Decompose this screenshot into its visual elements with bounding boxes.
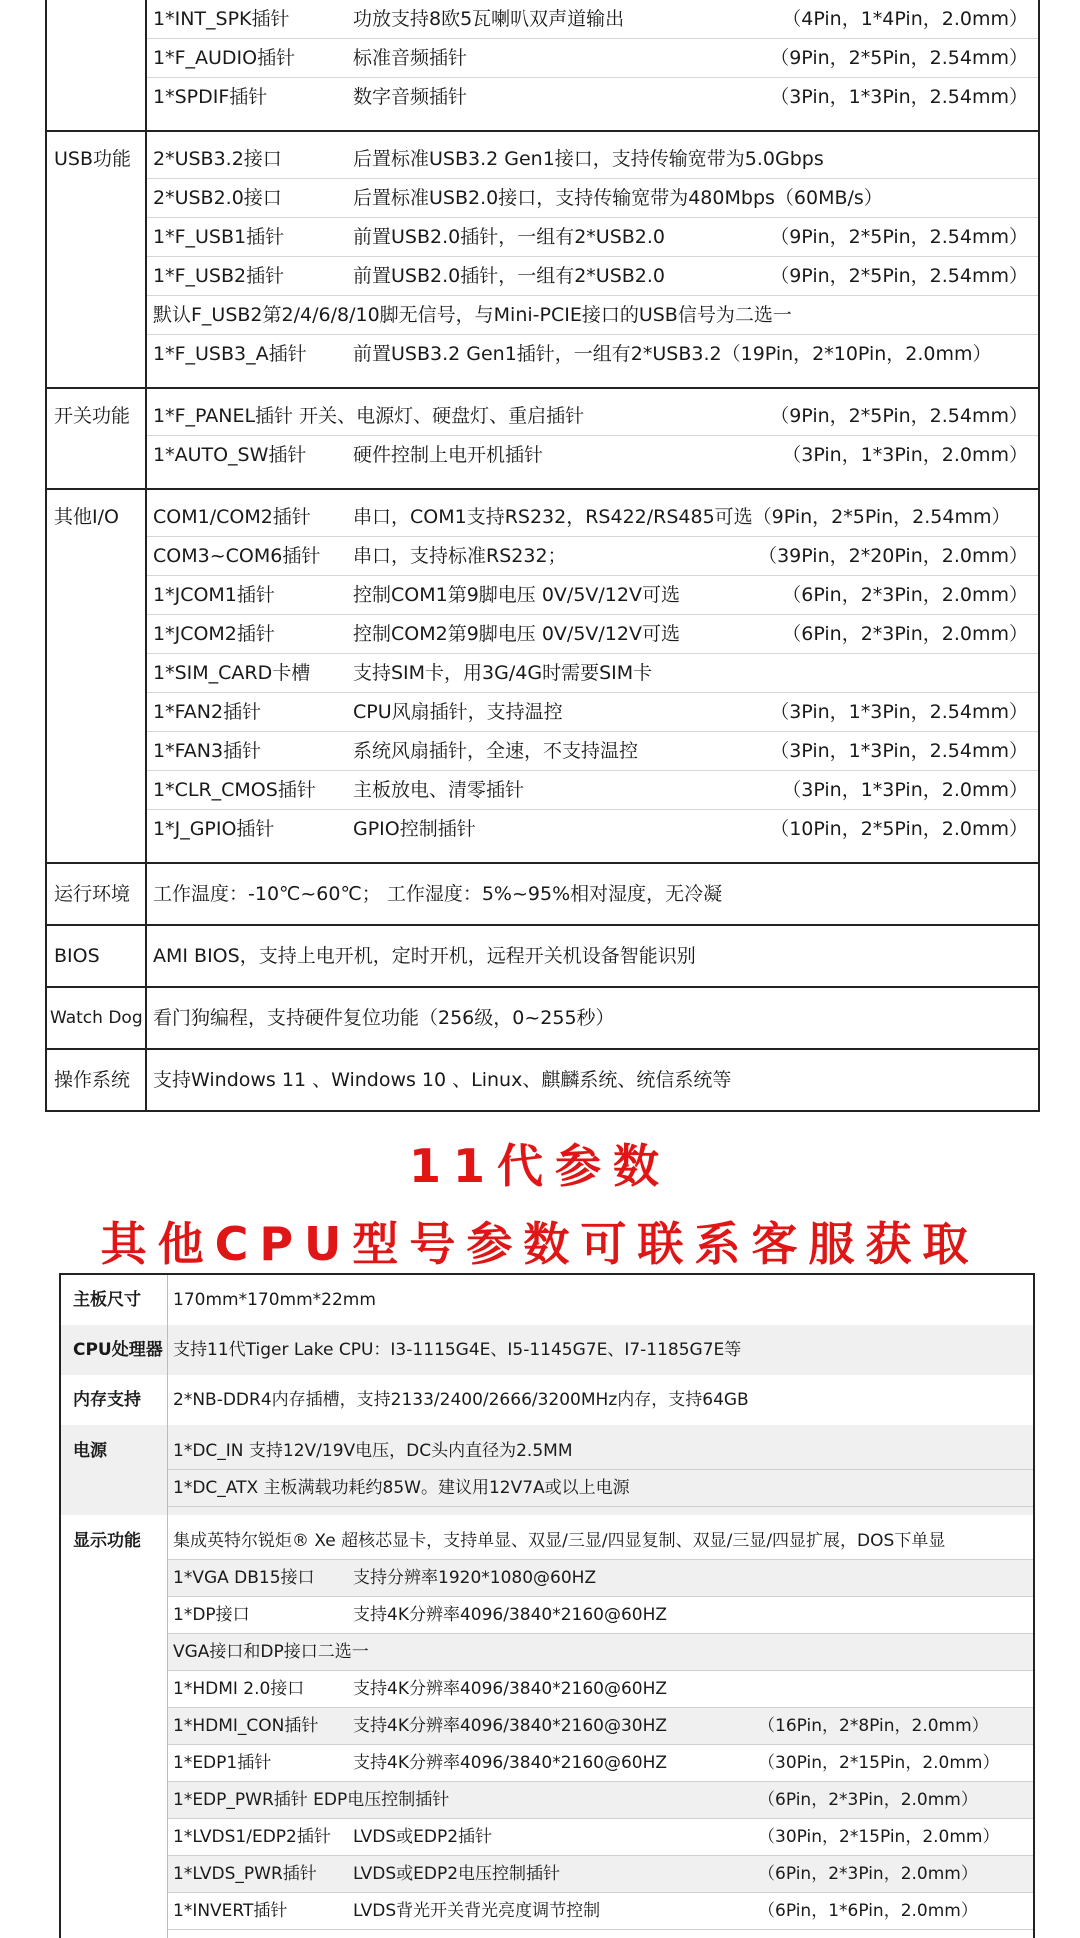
spec-section <box>47 490 1038 864</box>
spec-row <box>168 1856 1033 1893</box>
spec-pin-info: （39Pin，2*20Pin，2.0mm） <box>758 545 1028 567</box>
spec-row <box>147 296 1038 335</box>
spec-category: CPU处理器 <box>73 1340 163 1360</box>
spec-description: 串口，COM1支持RS232，RS422/RS485可选（9Pin，2*5Pin，2.54mm） <box>353 506 1011 528</box>
spec-section <box>47 0 1038 132</box>
spec-row <box>147 771 1038 810</box>
spec-description: 前置USB2.0插针，一组有2*USB2.0 <box>353 226 666 248</box>
spec-pin-info: （6Pin，2*3Pin，2.0mm） <box>758 1864 978 1884</box>
spec-row <box>168 1433 1033 1470</box>
spec-pin-info: （6Pin，2*3Pin，2.0mm） <box>782 584 1028 606</box>
spec-description: 控制COM1第9脚电压 0V/5V/12V可选 <box>353 584 680 606</box>
spec-description: 支持4K分辨率4096/3840*2160@60HZ <box>353 1605 668 1625</box>
spec-category: 主板尺寸 <box>73 1290 141 1310</box>
spec-pin-info: （3Pin，1*3Pin，2.0mm） <box>782 779 1028 801</box>
spec-item: 2*USB3.2接口 <box>153 148 282 170</box>
spec-table-continued <box>45 0 1040 1112</box>
spec-description: LVDS或EDP2插针 <box>353 1827 493 1847</box>
spec-row <box>147 140 1038 179</box>
spec-row <box>147 0 1038 39</box>
spec-pin-info: （10Pin，2*5Pin，2.0mm） <box>770 818 1028 840</box>
spec-description: 后置标准USB3.2 Gen1接口，支持传输宽带为5.0Gbps <box>353 148 824 170</box>
spec-row <box>168 1745 1033 1782</box>
spec-row <box>147 654 1038 693</box>
spec-item: 1*J_GPIO插针 <box>153 818 275 840</box>
spec-row <box>168 1275 1033 1325</box>
spec-pin-info: （16Pin，2*8Pin，2.0mm） <box>758 1716 989 1736</box>
spec-row <box>147 576 1038 615</box>
spec-description: 支持分辨率1920*1080@60HZ <box>353 1568 597 1588</box>
spec-item: 看门狗编程，支持硬件复位功能（256级，0~255秒） <box>153 1007 615 1029</box>
section-subheading: 其他CPU型号参数可联系客服获取 <box>100 1217 980 1271</box>
spec-item: 1*F_AUDIO插针 <box>153 47 296 69</box>
spec-row <box>168 1782 1033 1819</box>
spec-row <box>147 1050 1038 1110</box>
spec-row <box>147 257 1038 296</box>
spec-section <box>61 1275 1033 1325</box>
spec-item: 1*INT_SPK插针 <box>153 8 290 30</box>
section-heading: 11代参数 <box>408 1139 671 1193</box>
spec-description: 数字音频插针 <box>353 86 468 108</box>
spec-description: 支持4K分辨率4096/3840*2160@30HZ <box>353 1716 668 1736</box>
spec-category: 开关功能 <box>47 389 147 488</box>
spec-row <box>147 78 1038 116</box>
spec-row <box>168 1560 1033 1597</box>
spec-item: 1*F_PANEL插针 开关、电源灯、硬盘灯、重启插针 <box>153 405 585 427</box>
spec-description: 硬件控制上电开机插针 <box>353 444 544 466</box>
spec-item: 170mm*170mm*22mm <box>173 1290 376 1310</box>
spec-item: 1*EDP1插针 <box>173 1753 272 1773</box>
spec-pin-info: （6Pin，2*3Pin，2.0mm） <box>758 1790 978 1810</box>
spec-item: 2*NB-DDR4内存插槽，支持2133/2400/2666/3200MHz内存，支持64GB <box>173 1390 749 1410</box>
spec-description: LVDS或EDP2电压控制插针 <box>353 1864 561 1884</box>
spec-item: 1*LVDS_PWR插针 <box>173 1864 317 1884</box>
spec-category: 显示功能 <box>73 1531 141 1551</box>
spec-row <box>168 1671 1033 1708</box>
spec-category: 操作系统 <box>47 1050 147 1110</box>
spec-row <box>147 864 1038 924</box>
spec-pin-info: （3Pin，1*3Pin，2.0mm） <box>782 444 1028 466</box>
spec-category: 其他I/O <box>47 490 147 862</box>
spec-item: 1*F_USB3_A插针 <box>153 343 307 365</box>
spec-category: 内存支持 <box>73 1390 141 1410</box>
spec-item: 1*EDP_PWR插针 EDP电压控制插针 <box>173 1790 450 1810</box>
spec-row <box>147 732 1038 771</box>
spec-category: BIOS <box>47 926 147 986</box>
spec-item: 1*FAN3插针 <box>153 740 262 762</box>
spec-item: 1*DC_IN 支持12V/19V电压，DC头内直径为2.5MM <box>173 1441 573 1461</box>
spec-row <box>147 810 1038 848</box>
spec-row <box>168 1375 1033 1425</box>
spec-pin-info: （6Pin，2*3Pin，2.0mm） <box>782 623 1028 645</box>
spec-description: 标准音频插针 <box>353 47 468 69</box>
spec-pin-info: （3Pin，1*3Pin，2.54mm） <box>770 701 1028 723</box>
spec-item: 1*HDMI_CON插针 <box>173 1716 319 1736</box>
spec-description: LVDS背光开关背光亮度调节控制 <box>353 1901 601 1921</box>
spec-item: 支持11代Tiger Lake CPU：I3-1115G4E、I5-1145G7E、I7-1185G7E等 <box>173 1340 742 1360</box>
spec-row <box>147 397 1038 436</box>
spec-item: 1*SIM_CARD卡槽 <box>153 662 311 684</box>
spec-pin-info: （3Pin，1*3Pin，2.54mm） <box>770 740 1028 762</box>
spec-pin-info: （9Pin，2*5Pin，2.54mm） <box>770 405 1028 427</box>
spec-category: 运行环境 <box>47 864 147 924</box>
spec-category: USB功能 <box>47 132 147 387</box>
spec-row <box>147 179 1038 218</box>
spec-item: VGA接口和DP接口二选一 <box>173 1642 369 1662</box>
spec-description: CPU风扇插针，支持温控 <box>353 701 563 723</box>
spec-section <box>61 1375 1033 1425</box>
spec-row <box>147 926 1038 986</box>
spec-description: 串口，支持标准RS232； <box>353 545 567 567</box>
spec-row <box>147 335 1038 373</box>
spec-row <box>168 1893 1033 1930</box>
spec-row <box>168 1523 1033 1560</box>
spec-item: COM3~COM6插针 <box>153 545 321 567</box>
spec-category: 电源 <box>73 1441 107 1461</box>
spec-section <box>47 864 1038 926</box>
spec-section <box>47 988 1038 1050</box>
spec-section <box>47 926 1038 988</box>
spec-pin-info: （3Pin，1*3Pin，2.54mm） <box>770 86 1028 108</box>
spec-item: 1*JCOM1插针 <box>153 584 275 606</box>
spec-row <box>168 1597 1033 1634</box>
spec-description: 支持4K分辨率4096/3840*2160@60HZ <box>353 1753 668 1773</box>
spec-item: 2*USB2.0接口 <box>153 187 282 209</box>
spec-description: 系统风扇插针，全速，不支持温控 <box>353 740 639 762</box>
spec-row <box>168 1708 1033 1745</box>
spec-row <box>147 218 1038 257</box>
spec-row <box>147 615 1038 654</box>
spec-item: 1*FAN2插针 <box>153 701 262 723</box>
spec-row <box>147 693 1038 732</box>
spec-row <box>147 39 1038 78</box>
spec-item: 1*HDMI 2.0接口 <box>173 1679 305 1699</box>
spec-item: AMI BIOS，支持上电开机，定时开机，远程开关机设备智能识别 <box>153 945 696 967</box>
spec-row <box>168 1819 1033 1856</box>
spec-section <box>47 132 1038 389</box>
spec-row <box>168 1634 1033 1671</box>
spec-description: 支持SIM卡，用3G/4G时需要SIM卡 <box>353 662 653 684</box>
spec-row <box>147 537 1038 576</box>
spec-item: 工作温度：-10℃~60℃； 工作湿度：5%~95%相对湿度，无冷凝 <box>153 883 723 905</box>
spec-item: 1*AUTO_SW插针 <box>153 444 307 466</box>
spec-row <box>147 498 1038 537</box>
spec-description: 功放支持8欧5瓦喇叭双声道输出 <box>353 8 625 30</box>
spec-row <box>168 1470 1033 1507</box>
spec-description: 前置USB2.0插针，一组有2*USB2.0 <box>353 265 666 287</box>
spec-pin-info: （30Pin，2*15Pin，2.0mm） <box>758 1753 1000 1773</box>
spec-item: COM1/COM2插针 <box>153 506 311 528</box>
spec-section <box>61 1425 1033 1515</box>
spec-item: 1*INVERT插针 <box>173 1901 288 1921</box>
spec-item: 集成英特尔锐炬® Xe 超核芯显卡，支持单显、双显/三显/四显复制、双显/三显/四显扩展，DOS下单显 <box>173 1531 946 1551</box>
spec-description: 控制COM2第9脚电压 0V/5V/12V可选 <box>353 623 680 645</box>
spec-pin-info: （9Pin，2*5Pin，2.54mm） <box>770 265 1028 287</box>
spec-pin-info: （9Pin，2*5Pin，2.54mm） <box>770 226 1028 248</box>
spec-item: 1*DP接口 <box>173 1605 250 1625</box>
spec-item: 1*VGA DB15接口 <box>173 1568 315 1588</box>
spec-category: Watch Dog <box>47 988 147 1048</box>
spec-item: 1*LVDS1/EDP2插针 <box>173 1827 331 1847</box>
spec-category <box>47 0 147 130</box>
spec-description: 支持4K分辨率4096/3840*2160@60HZ <box>353 1679 668 1699</box>
spec-description: 主板放电、清零插针 <box>353 779 525 801</box>
spec-pin-info: （4Pin，1*4Pin，2.0mm） <box>782 8 1028 30</box>
spec-pin-info: （30Pin，2*15Pin，2.0mm） <box>758 1827 1000 1847</box>
spec-description: GPIO控制插针 <box>353 818 476 840</box>
spec-row <box>147 988 1038 1048</box>
spec-pin-info: （9Pin，2*5Pin，2.54mm） <box>770 47 1028 69</box>
spec-item: 1*F_USB1插针 <box>153 226 285 248</box>
spec-section <box>47 389 1038 490</box>
spec-item: 1*F_USB2插针 <box>153 265 285 287</box>
spec-table-11th-gen <box>59 1273 1035 1938</box>
spec-description: 前置USB3.2 Gen1插针，一组有2*USB3.2（19Pin，2*10Pin，2.0mm） <box>353 343 992 365</box>
spec-section <box>61 1325 1033 1375</box>
spec-description: 后置标准USB2.0接口，支持传输宽带为480Mbps（60MB/s） <box>353 187 883 209</box>
spec-section <box>47 1050 1038 1112</box>
spec-item: 1*CLR_CMOS插针 <box>153 779 316 801</box>
spec-item: 支持Windows 11 、Windows 10 、Linux、麒麟系统、统信系统等 <box>153 1069 732 1091</box>
spec-row <box>168 1325 1033 1375</box>
spec-item: 默认F_USB2第2/4/6/8/10脚无信号，与Mini-PCIE接口的USB信号为二选一 <box>153 304 792 326</box>
spec-item: 1*SPDIF插针 <box>153 86 268 108</box>
spec-section <box>61 1515 1033 1938</box>
spec-item: 1*JCOM2插针 <box>153 623 275 645</box>
spec-row <box>147 436 1038 474</box>
spec-pin-info: （6Pin，1*6Pin，2.0mm） <box>758 1901 978 1921</box>
spec-item: 1*DC_ATX 主板满载功耗约85W。建议用12V7A或以上电源 <box>173 1478 630 1498</box>
